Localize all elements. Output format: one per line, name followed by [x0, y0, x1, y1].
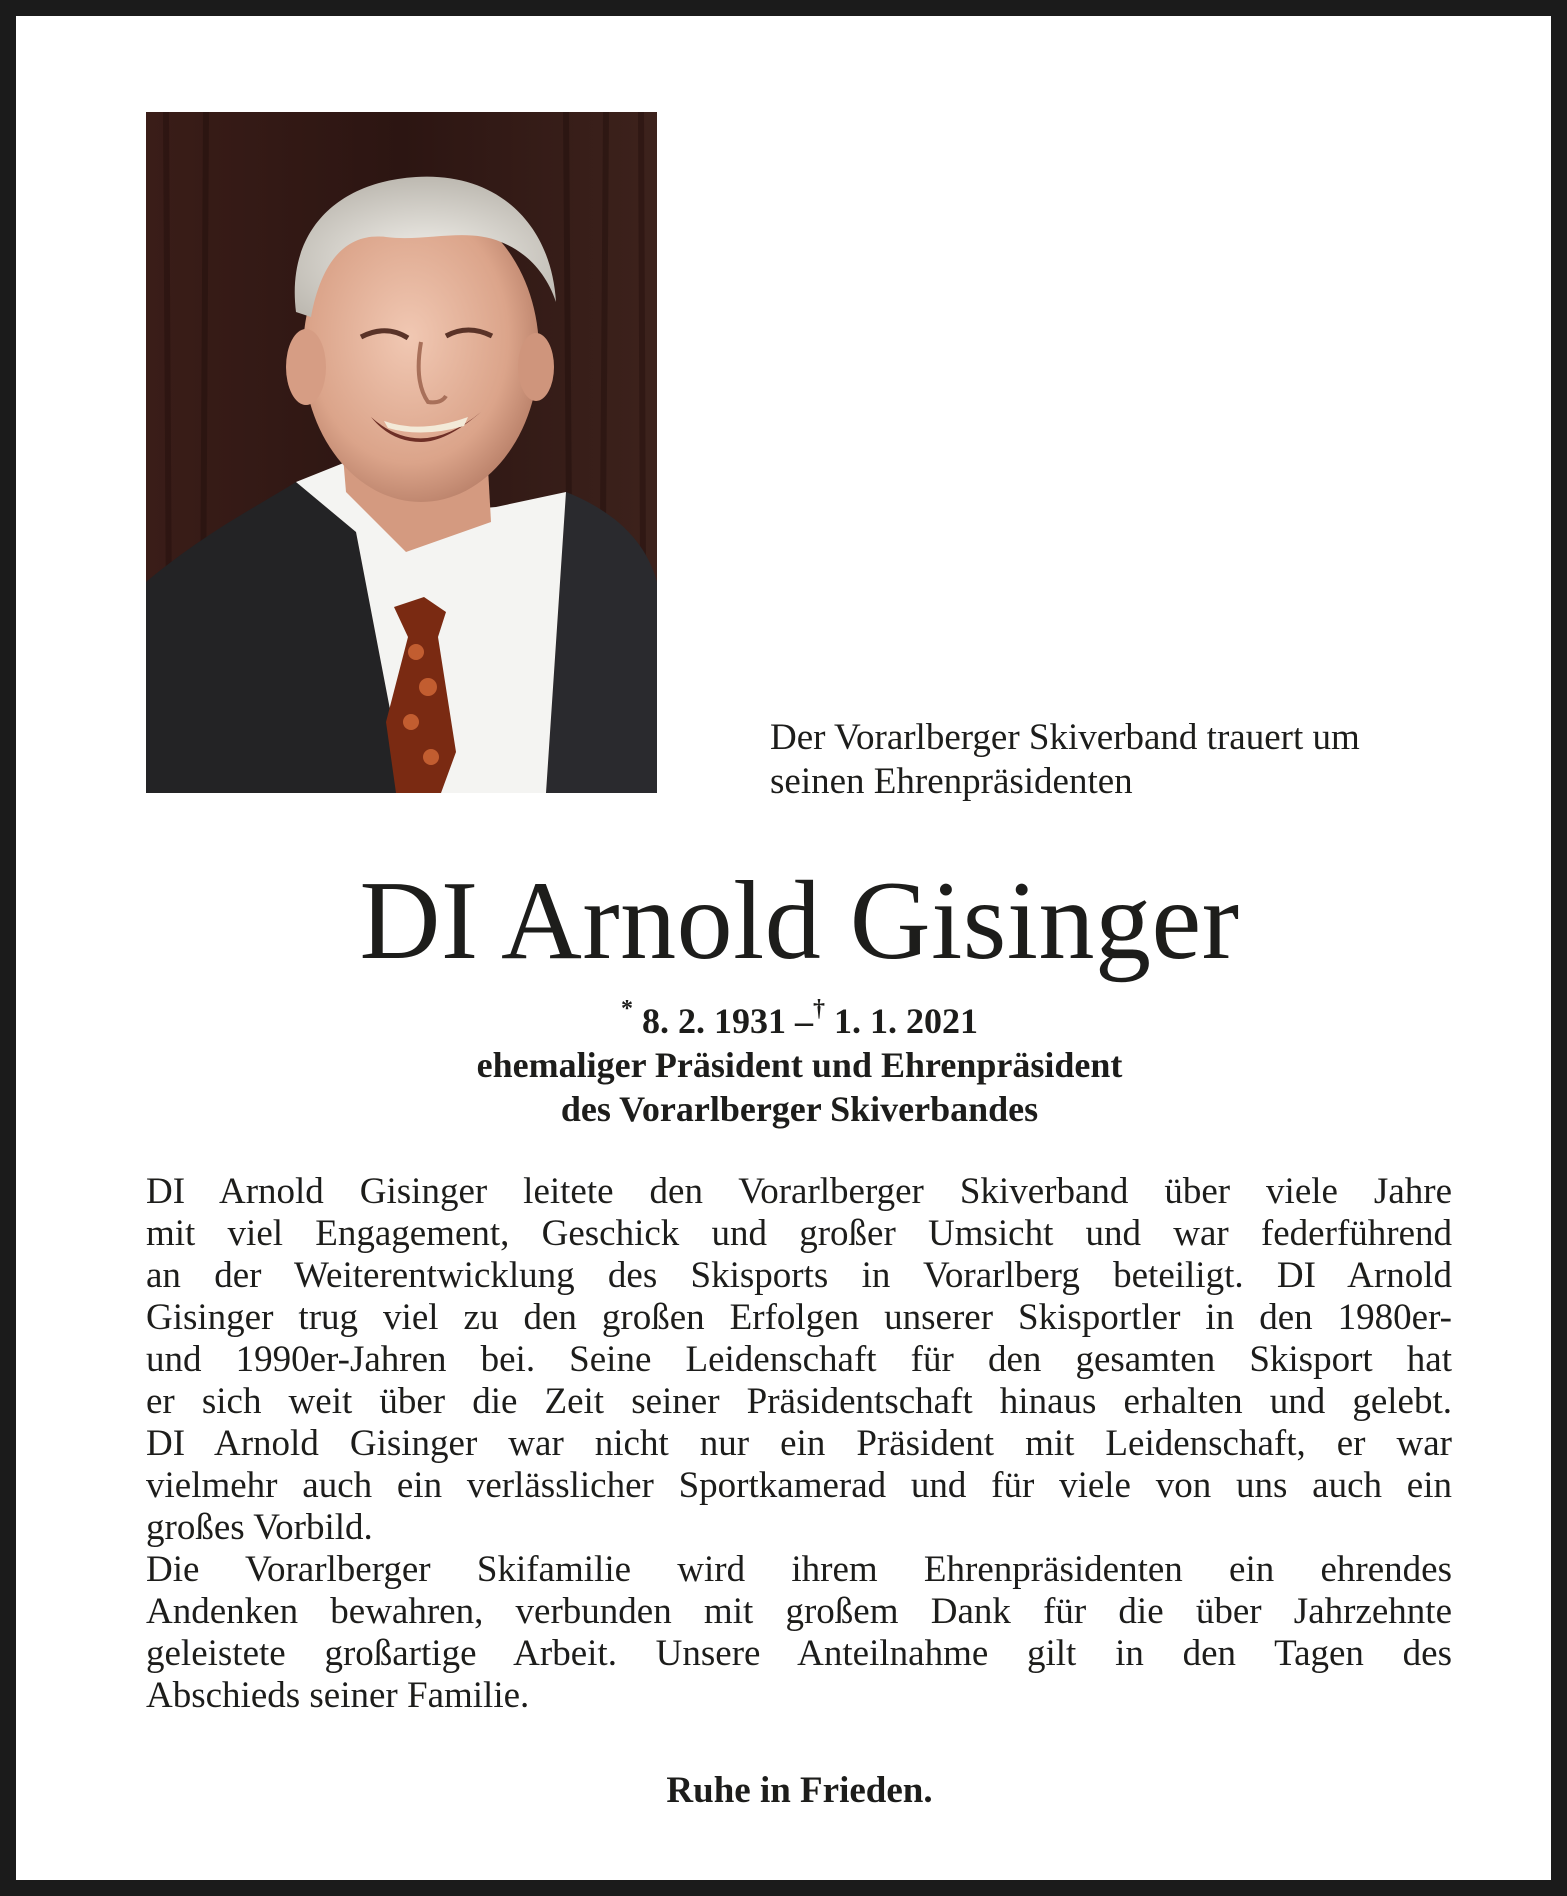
role-line: ehemaliger Präsident und Ehrenpräsident [476, 1045, 1123, 1085]
body-line: er sich weit über die Zeit seiner Präsidentschaft hinaus erhalten und gelebt. [146, 1381, 1452, 1422]
life-dates [16, 991, 1567, 1043]
role-line: des Vorarlberger Skiverbandes [560, 1089, 1039, 1129]
body-line: und 1990er-Jahren bei. Seine Leidenschaft für den gesamten Skisport hat [146, 1339, 1452, 1380]
body-line: geleistete großartige Arbeit. Unsere Anteilnahme gilt in den Tagen des [146, 1633, 1452, 1674]
closing-phrase: Ruhe in Frieden. [666, 1770, 933, 1811]
dates-and-role [16, 991, 1567, 1131]
deceased-name: DI Arnold Gisinger [359, 859, 1240, 983]
intro-line: seinen Ehrenpräsidenten [770, 761, 1133, 802]
body-line: DI Arnold Gisinger war nicht nur ein Präsident mit Leidenschaft, er war [146, 1423, 1452, 1464]
intro-line: Der Vorarlberger Skiverband trauert um [770, 717, 1360, 758]
obituary-body [146, 1171, 1452, 1717]
body-line: vielmehr auch ein verlässlicher Sportkamerad und für viele von uns auch ein [146, 1465, 1452, 1506]
death-symbol: † [813, 996, 825, 1022]
body-line: Die Vorarlberger Skifamilie wird ihrem Ehrenpräsidenten ein ehrendes [146, 1549, 1452, 1590]
body-line: mit viel Engagement, Geschick und großer Umsicht und war federführend [146, 1213, 1452, 1254]
intro-text [770, 716, 1510, 804]
body-line: DI Arnold Gisinger leitete den Vorarlberger Skiverband über viele Jahre [146, 1171, 1452, 1212]
body-line: Gisinger trug viel zu den großen Erfolgen unserer Skisportler in den 1980er- [146, 1297, 1452, 1338]
death-date: 1. 1. 2021 [834, 1001, 978, 1041]
body-line: großes Vorbild. [146, 1507, 373, 1548]
birth-symbol: * [621, 996, 633, 1022]
body-line: an der Weiterentwicklung des Skisports in Vorarlberg beteiligt. DI Arnold [146, 1255, 1452, 1296]
birth-date: 8. 2. 1931 – [642, 1001, 813, 1041]
portrait-photo [146, 112, 657, 793]
body-line: Abschieds seiner Familie. [146, 1675, 530, 1716]
body-line: Andenken bewahren, verbunden mit großem Dank für die über Jahrzehnte [146, 1591, 1452, 1632]
